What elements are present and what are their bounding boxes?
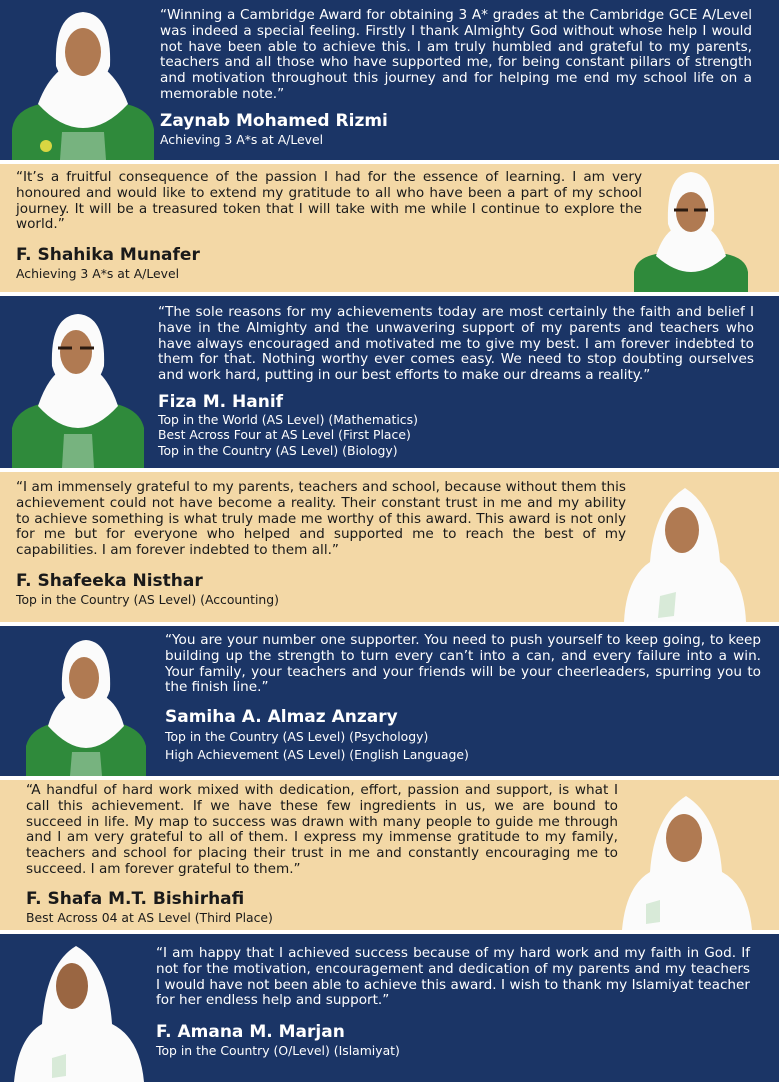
achievement-line: Best Across Four at AS Level (First Place) bbox=[158, 427, 411, 443]
student-portrait bbox=[634, 166, 748, 292]
student-portrait bbox=[620, 478, 750, 622]
achievement-line: Top in the Country (AS Level) (Psychology) bbox=[165, 729, 429, 745]
testimonial-card bbox=[0, 626, 779, 776]
achievement-line: Best Across 04 at AS Level (Third Place) bbox=[26, 909, 273, 925]
testimonial-quote: “You are your number one supporter. You need to push yourself to keep going, to keep building up the strength to turn every can’t into a can, and every failure into a win. Your family, your teachers and your friends will be your cheerleaders, spurring you to the finish line.” bbox=[165, 632, 761, 696]
testimonial-card bbox=[0, 0, 779, 160]
achievement-line: Top in the World (AS Level) (Mathematics) bbox=[158, 411, 418, 427]
student-portrait bbox=[10, 0, 156, 160]
student-portrait bbox=[12, 300, 144, 468]
portrait-figure bbox=[12, 12, 154, 160]
student-portrait bbox=[26, 630, 146, 776]
student-name: F. Shafeeka Nisthar bbox=[16, 570, 203, 591]
testimonial-card bbox=[0, 164, 779, 292]
achievement-line: Achieving 3 A*s at A/Level bbox=[160, 131, 324, 147]
student-name: Samiha A. Almaz Anzary bbox=[165, 707, 398, 728]
student-name: Zaynab Mohamed Rizmi bbox=[160, 110, 388, 131]
student-portrait bbox=[620, 786, 754, 930]
portrait-figure bbox=[12, 314, 144, 468]
achievement-line: Top in the Country (O/Level) (Islamiyat) bbox=[156, 1043, 400, 1059]
testimonial-card bbox=[0, 780, 779, 930]
testimonial-card bbox=[0, 296, 779, 468]
portrait-figure bbox=[634, 172, 748, 292]
achievement-line: Achieving 3 A*s at A/Level bbox=[16, 266, 180, 282]
achievement-line: High Achievement (AS Level) (English Language) bbox=[165, 746, 469, 762]
student-portrait bbox=[12, 938, 146, 1082]
testimonial-quote: “A handful of hard work mixed with dedication, effort, passion and support, is what I call this achievement. If we have these few ingredients in us, we are bound to succeed in life. My map to success was drawn with many people to guide me through and I am very grateful to all of them. I express my immense gratitude to my family, teachers and school for placing their trust in me and constantly encouraging me to succeed. I am forever grateful to them.” bbox=[26, 782, 618, 877]
testimonial-card bbox=[0, 934, 779, 1082]
student-name: F. Shafa M.T. Bishirhafi bbox=[26, 888, 245, 909]
testimonial-quote: “I am happy that I achieved success because of my hard work and my faith in God. If not for the motivation, encouragement and dedication of my parents and my teachers I would have not been able to achieve this award. I wish to thank my Islamiyat teacher for her endless help and support.” bbox=[156, 945, 750, 1009]
testimonial-quote: “Winning a Cambridge Award for obtaining 3 A* grades at the Cambridge GCE A/Level was indeed a special feeling. Firstly I thank Almighty God without whose help I would not have been able to achieve this. I am truly humbled and grateful to my parents, teachers and all those who have supported me, for being constant pillars of strength and motivation throughout this journey and for helping me end my school life on a memorable note.” bbox=[160, 7, 752, 102]
student-name: Fiza M. Hanif bbox=[158, 391, 284, 412]
portrait-figure bbox=[14, 946, 144, 1082]
testimonial-quote: “It’s a fruitful consequence of the passion I had for the essence of learning. I am very honoured and would like to extend my gratitude to all who have been a part of my school journey. It will be a treasured token that I will take with me while I continue to explore the world.” bbox=[16, 169, 642, 233]
achievement-line: Top in the Country (AS Level) (Accounting) bbox=[16, 591, 279, 607]
student-name: F. Shahika Munafer bbox=[16, 245, 200, 266]
achievement-line: Top in the Country (AS Level) (Biology) bbox=[158, 442, 398, 458]
testimonial-card bbox=[0, 472, 779, 622]
portrait-figure bbox=[26, 640, 146, 776]
testimonial-quote: “The sole reasons for my achievements today are most certainly the faith and belief I have in the Almighty and the unwavering support of my parents and teachers who have always encouraged and motivated me to give my best. I am forever indebted to them for that. Nothing worthy ever comes easy. We need to stop doubting ourselves and work hard, putting in our best efforts to make our dreams a reality.” bbox=[158, 304, 754, 384]
portrait-figure bbox=[624, 488, 746, 622]
student-name: F. Amana M. Marjan bbox=[156, 1022, 345, 1043]
testimonial-quote: “I am immensely grateful to my parents, teachers and school, because without them this achievement could not have become a reality. Their constant trust in me and my ability to achieve something is what truly made me worthy of this award. This award is not only for me but for everyone who helped and supported me to reach the best of my capabilities. I am forever indebted to them all.” bbox=[16, 479, 626, 559]
portrait-figure bbox=[622, 796, 752, 930]
